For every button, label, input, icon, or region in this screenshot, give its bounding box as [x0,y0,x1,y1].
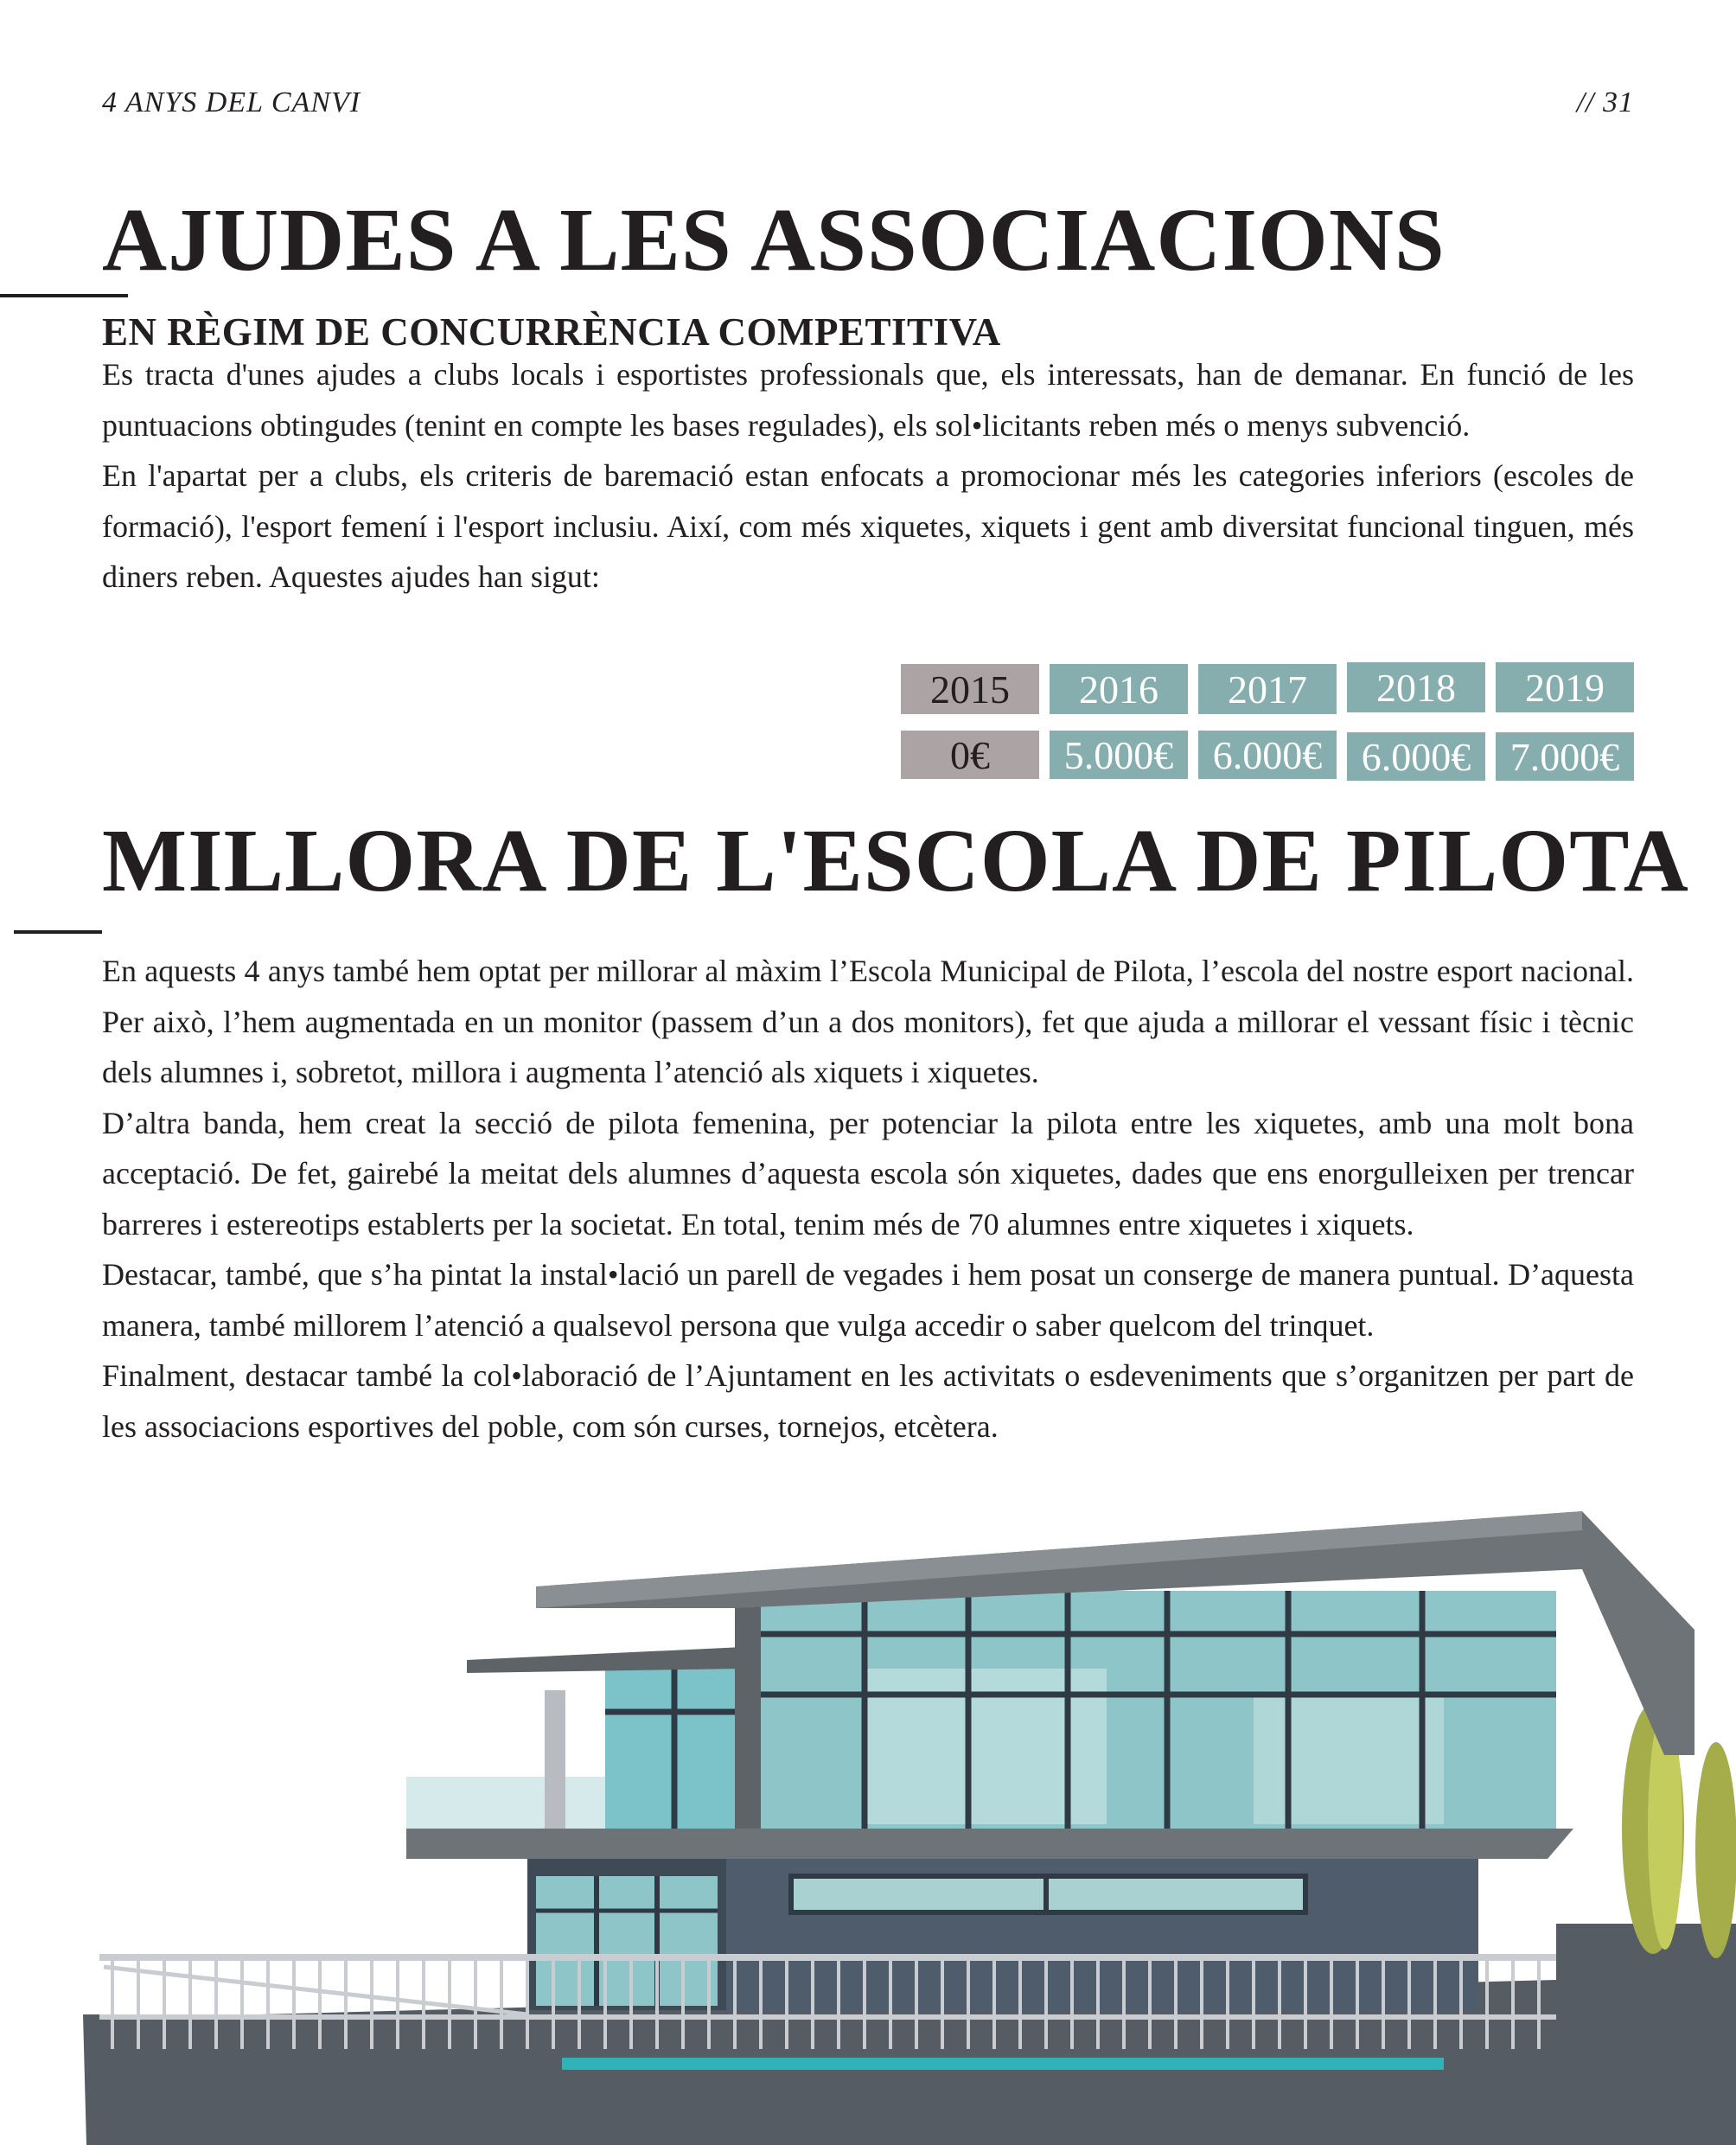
amount-cell: 0€ [901,731,1039,779]
amount-cell: 6.000€ [1347,732,1485,781]
building-illustration [0,1496,1736,2145]
year-cell: 2016 [1050,664,1188,714]
section-subtitle: EN RÈGIM DE CONCURRÈNCIA COMPETITIVA [102,310,1001,354]
running-title: 4 ANYS DEL CANVI [102,86,361,118]
title-rule [0,294,128,297]
section-title-ajudes: AJUDES A LES ASSOCIACIONS [102,190,1446,290]
page-number: // 31 [1576,86,1634,118]
amount-cell: 5.000€ [1050,731,1188,779]
body-text-pilota [102,946,1634,1452]
amount-cell: 7.000€ [1496,732,1634,781]
year-cell: 2015 [901,664,1039,714]
body-text-ajudes [102,349,1634,603]
section-title-pilota: MILLORA DE L'ESCOLA DE PILOTA [102,811,1689,910]
year-cell: 2017 [1198,664,1337,714]
paragraph: En l'apartat per a clubs, els criteris de baremació estan enfocats a promocionar més les categories inferiors (escoles de formació), l'esport femení i l'esport inclusiu. Així, com més xiquetes, xiquets i gent amb diversitat funcional tinguen, més diners reben. Aquestes ajudes han sigut: [102,458,1634,594]
year-cell: 2019 [1496,662,1634,712]
year-cell: 2018 [1347,662,1485,712]
paragraph: D’altra banda, hem creat la secció de pilota femenina, per potenciar la pilota entre les xiquetes, amb una molt bona acceptació. De fet, gairebé la meitat dels alumnes d’aquesta escola són xiquetes, dades que ens enorgulleixen per trencar barreres i estereotips establerts per la societat. En total, tenim més de 70 alumnes entre xiquetes i xiquets. [102,1105,1634,1242]
paragraph: Es tracta d'unes ajudes a clubs locals i esportistes professionals que, els interessats, han de demanar. En funció de les puntuacions obtingudes (tenint en compte les bases regulades), els sol•licitants reben més o menys subvenció. [102,357,1634,443]
paragraph: Finalment, destacar també la col•laboració de l’Ajuntament en les activitats o esdeveniments que s’organitzen per part de les associacions esportives del poble, com són curses, tornejos, etcètera. [102,1358,1634,1444]
amount-cell: 6.000€ [1198,731,1337,779]
title-rule [14,930,102,934]
paragraph: Destacar, també, que s’ha pintat la instal•lació un parell de vegades i hem posat un conserge de manera puntual. D’aquesta manera, també millorem l’atenció a qualsevol persona que vulga accedir o saber quelcom del trinquet. [102,1257,1634,1343]
paragraph: En aquests 4 anys també hem optat per millorar al màxim l’Escola Municipal de Pilota, l’escola del nostre esport nacional. Per això, l’hem augmentada en un monitor (passem d’un a dos monitors), fet que ajuda a millorar el vessant físic i tècnic dels alumnes i, sobretot, millora i augmenta l’atenció als xiquets i xiquetes. [102,954,1634,1089]
